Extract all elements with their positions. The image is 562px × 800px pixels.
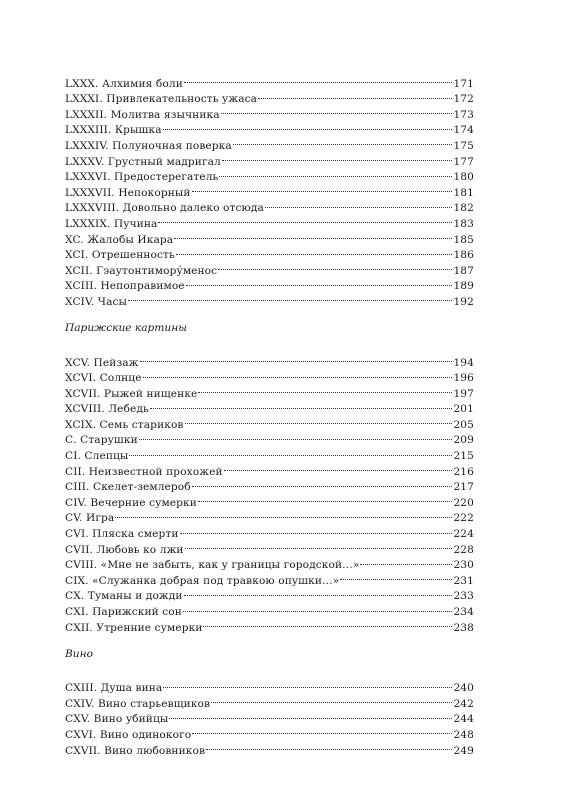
toc-leader-dots xyxy=(211,691,452,707)
toc-entry-title: CXVII. Вино любовников xyxy=(65,744,206,757)
toc-entry-page-number: 234 xyxy=(453,606,474,618)
toc-entry-page-number: 187 xyxy=(453,264,474,277)
toc-entry-title: LXXXVIII. Довольно далеко отсюда xyxy=(65,202,264,215)
toc-entry[interactable] xyxy=(65,676,474,695)
toc-leader-dots xyxy=(150,397,453,413)
toc-leader-dots xyxy=(163,676,452,692)
toc-leader-dots xyxy=(340,568,452,584)
toc-entry-page-number: 180 xyxy=(453,171,474,184)
toc-entry-page-number: 224 xyxy=(453,528,474,541)
toc-entry[interactable] xyxy=(65,71,474,90)
toc-entry-title: CXV. Вино убийцы xyxy=(65,713,169,726)
toc-leader-dots xyxy=(163,118,453,134)
toc-entry-page-number: 231 xyxy=(453,574,474,587)
toc-leader-dots xyxy=(158,211,452,227)
toc-entry-page-number: 248 xyxy=(453,728,474,741)
toc-entry-page-number: 209 xyxy=(453,434,474,447)
toc-leader-dots xyxy=(180,521,453,537)
toc-leader-dots xyxy=(258,87,452,103)
toc-entry-page-number: 197 xyxy=(453,387,474,400)
toc-entry-title: XCVIII. Лебедь xyxy=(65,403,149,416)
toc-entry-page-number: 205 xyxy=(453,418,474,431)
toc-leader-dots xyxy=(115,506,452,522)
toc-entry-title: XCV. Пейзаж xyxy=(65,356,139,369)
toc-section-list xyxy=(65,676,474,757)
toc-leader-dots xyxy=(192,180,453,196)
toc-entry-page-number: 171 xyxy=(453,77,474,90)
toc-entry-title: CI. Слепцы xyxy=(65,450,129,463)
toc-leader-dots xyxy=(222,149,453,165)
toc-entry-title: CII. Неизвестной прохожей xyxy=(65,465,223,478)
toc-entry-page-number: 216 xyxy=(453,465,474,478)
toc-entry-page-number: 240 xyxy=(453,682,474,695)
toc-entry-title: LXXXIV. Полуночная поверка xyxy=(65,139,232,152)
toc-entry-page-number: 242 xyxy=(453,697,474,710)
toc-entry-page-number: 228 xyxy=(453,543,474,556)
toc-entry-title: XCIX. Семь стариков xyxy=(65,418,184,431)
toc-leader-dots xyxy=(183,599,453,615)
toc-entry-page-number: 230 xyxy=(453,559,474,572)
toc-entry-page-number: 222 xyxy=(453,512,474,525)
toc-entry-title: CV. Игра xyxy=(65,512,115,525)
toc-entry-title: XCVII. Рыжей нищенке xyxy=(65,387,198,400)
toc-leader-dots xyxy=(206,738,452,754)
toc-entry-title: CXIII. Душа вина xyxy=(65,682,163,695)
toc-entry[interactable] xyxy=(65,521,474,541)
toc-entry-title: CXVI. Вино одинокого xyxy=(65,728,192,741)
toc-leader-dots xyxy=(128,289,452,305)
toc-entry-title: CIII. Скелет-землероб xyxy=(65,481,191,494)
toc-leader-dots xyxy=(192,475,453,491)
toc-entry-page-number: 172 xyxy=(453,93,474,106)
toc-entry-page-number: 249 xyxy=(453,744,474,757)
toc-leader-dots xyxy=(265,196,453,212)
toc-entry-title: XCII. Гэаутонтимору́менос xyxy=(65,264,218,277)
toc-entry-page-number: 182 xyxy=(453,202,474,215)
toc-entry-page-number: 192 xyxy=(453,295,474,308)
toc-entry[interactable] xyxy=(65,506,474,525)
toc-entry-page-number: 233 xyxy=(453,590,474,603)
toc-entry-page-number: 181 xyxy=(453,186,474,199)
toc-entry-page-number: 186 xyxy=(453,249,474,262)
toc-entry-title: XCIV. Часы xyxy=(65,295,128,308)
toc-entry-title: XCVI. Солнце xyxy=(65,372,142,385)
toc-entry-title: CVI. Пляска смерти xyxy=(65,528,179,541)
toc-entry-page-number: 215 xyxy=(453,450,474,463)
toc-leader-dots xyxy=(129,443,452,459)
toc-leader-dots xyxy=(198,381,452,397)
toc-page xyxy=(65,71,474,757)
toc-entry-title: CVIII. «Мне не забыть, как у границы городской…» xyxy=(65,559,360,572)
toc-leader-dots xyxy=(221,102,453,118)
toc-entry-page-number: 177 xyxy=(453,155,474,168)
toc-leader-dots xyxy=(219,165,452,181)
toc-leader-dots xyxy=(360,553,452,569)
section-heading-paris: Парижские картины xyxy=(65,321,187,334)
toc-leader-dots xyxy=(186,274,453,290)
toc-entry-page-number: 174 xyxy=(453,124,474,137)
toc-entry-page-number: 194 xyxy=(453,356,474,369)
toc-leader-dots xyxy=(169,707,452,723)
toc-entry-title: С. Старушки xyxy=(65,434,138,447)
toc-entry-page-number: 175 xyxy=(453,139,474,152)
toc-leader-dots xyxy=(224,459,453,475)
toc-leader-dots xyxy=(176,243,453,259)
toc-entry-title: CXI. Парижский сон xyxy=(65,606,182,618)
toc-entry-title: CIV. Вечерние сумерки xyxy=(65,496,197,509)
toc-entry-title: LXXXV. Грустный мадригал xyxy=(65,155,221,168)
toc-leader-dots xyxy=(233,133,453,149)
toc-entry-title: LXXXVI. Предостерегатель xyxy=(65,171,219,184)
toc-leader-dots xyxy=(192,722,452,738)
toc-leader-dots xyxy=(143,366,453,382)
toc-entry-title: CX. Туманы и дожди xyxy=(65,590,183,603)
toc-entry-title: XCIII. Непоправимое xyxy=(65,280,185,293)
toc-entry[interactable] xyxy=(65,350,474,369)
toc-leader-dots xyxy=(185,412,453,428)
toc-section-list xyxy=(65,350,474,634)
section-heading-wine: Вино xyxy=(65,647,93,660)
toc-section-list xyxy=(65,71,474,308)
toc-leader-dots xyxy=(139,428,453,444)
toc-entry-page-number: 189 xyxy=(453,280,474,293)
toc-entry-page-number: 217 xyxy=(453,481,474,494)
toc-entry-page-number: 220 xyxy=(453,496,474,509)
toc-leader-dots xyxy=(218,258,452,274)
toc-entry-page-number: 238 xyxy=(453,621,474,634)
toc-leader-dots xyxy=(174,227,452,243)
toc-leader-dots xyxy=(198,490,453,506)
toc-entry-page-number: 196 xyxy=(453,372,474,385)
toc-entry-title: CVII. Любовь ко лжи xyxy=(65,543,184,556)
toc-leader-dots xyxy=(184,71,453,87)
toc-leader-dots xyxy=(185,537,453,553)
toc-entry-page-number: 185 xyxy=(453,233,474,246)
toc-entry-title: LXXXII. Молитва язычника xyxy=(65,108,220,121)
toc-entry-page-number: 173 xyxy=(453,108,474,121)
toc-entry-title: CXII. Утренние сумерки xyxy=(65,621,203,634)
toc-entry-page-number: 201 xyxy=(453,403,474,416)
toc-entry-page-number: 244 xyxy=(453,713,474,726)
toc-leader-dots xyxy=(140,350,453,366)
toc-entry-title: LXXXIII. Крышка xyxy=(65,124,162,137)
toc-entry-title: XCI. Отрешенность xyxy=(65,249,175,262)
toc-entry-title: LXXXI. Привлекательность ужаса xyxy=(65,93,258,106)
toc-entry-title: CIX. «Служанка добрая под травкою опушки…» xyxy=(65,574,340,587)
toc-entry-page-number: 183 xyxy=(453,217,474,230)
toc-leader-dots xyxy=(184,584,453,600)
toc-entry-title: LXXXIX. Пучина xyxy=(65,217,158,230)
toc-entry-title: LXXXVII. Непокорный xyxy=(65,186,191,199)
toc-entry-title: LXXX. Алхимия боли xyxy=(65,77,183,90)
toc-entry-title: XC. Жалобы Икара xyxy=(65,233,174,246)
toc-entry-title: CXIV. Вино старьевщиков xyxy=(65,697,211,710)
toc-leader-dots xyxy=(203,615,452,631)
